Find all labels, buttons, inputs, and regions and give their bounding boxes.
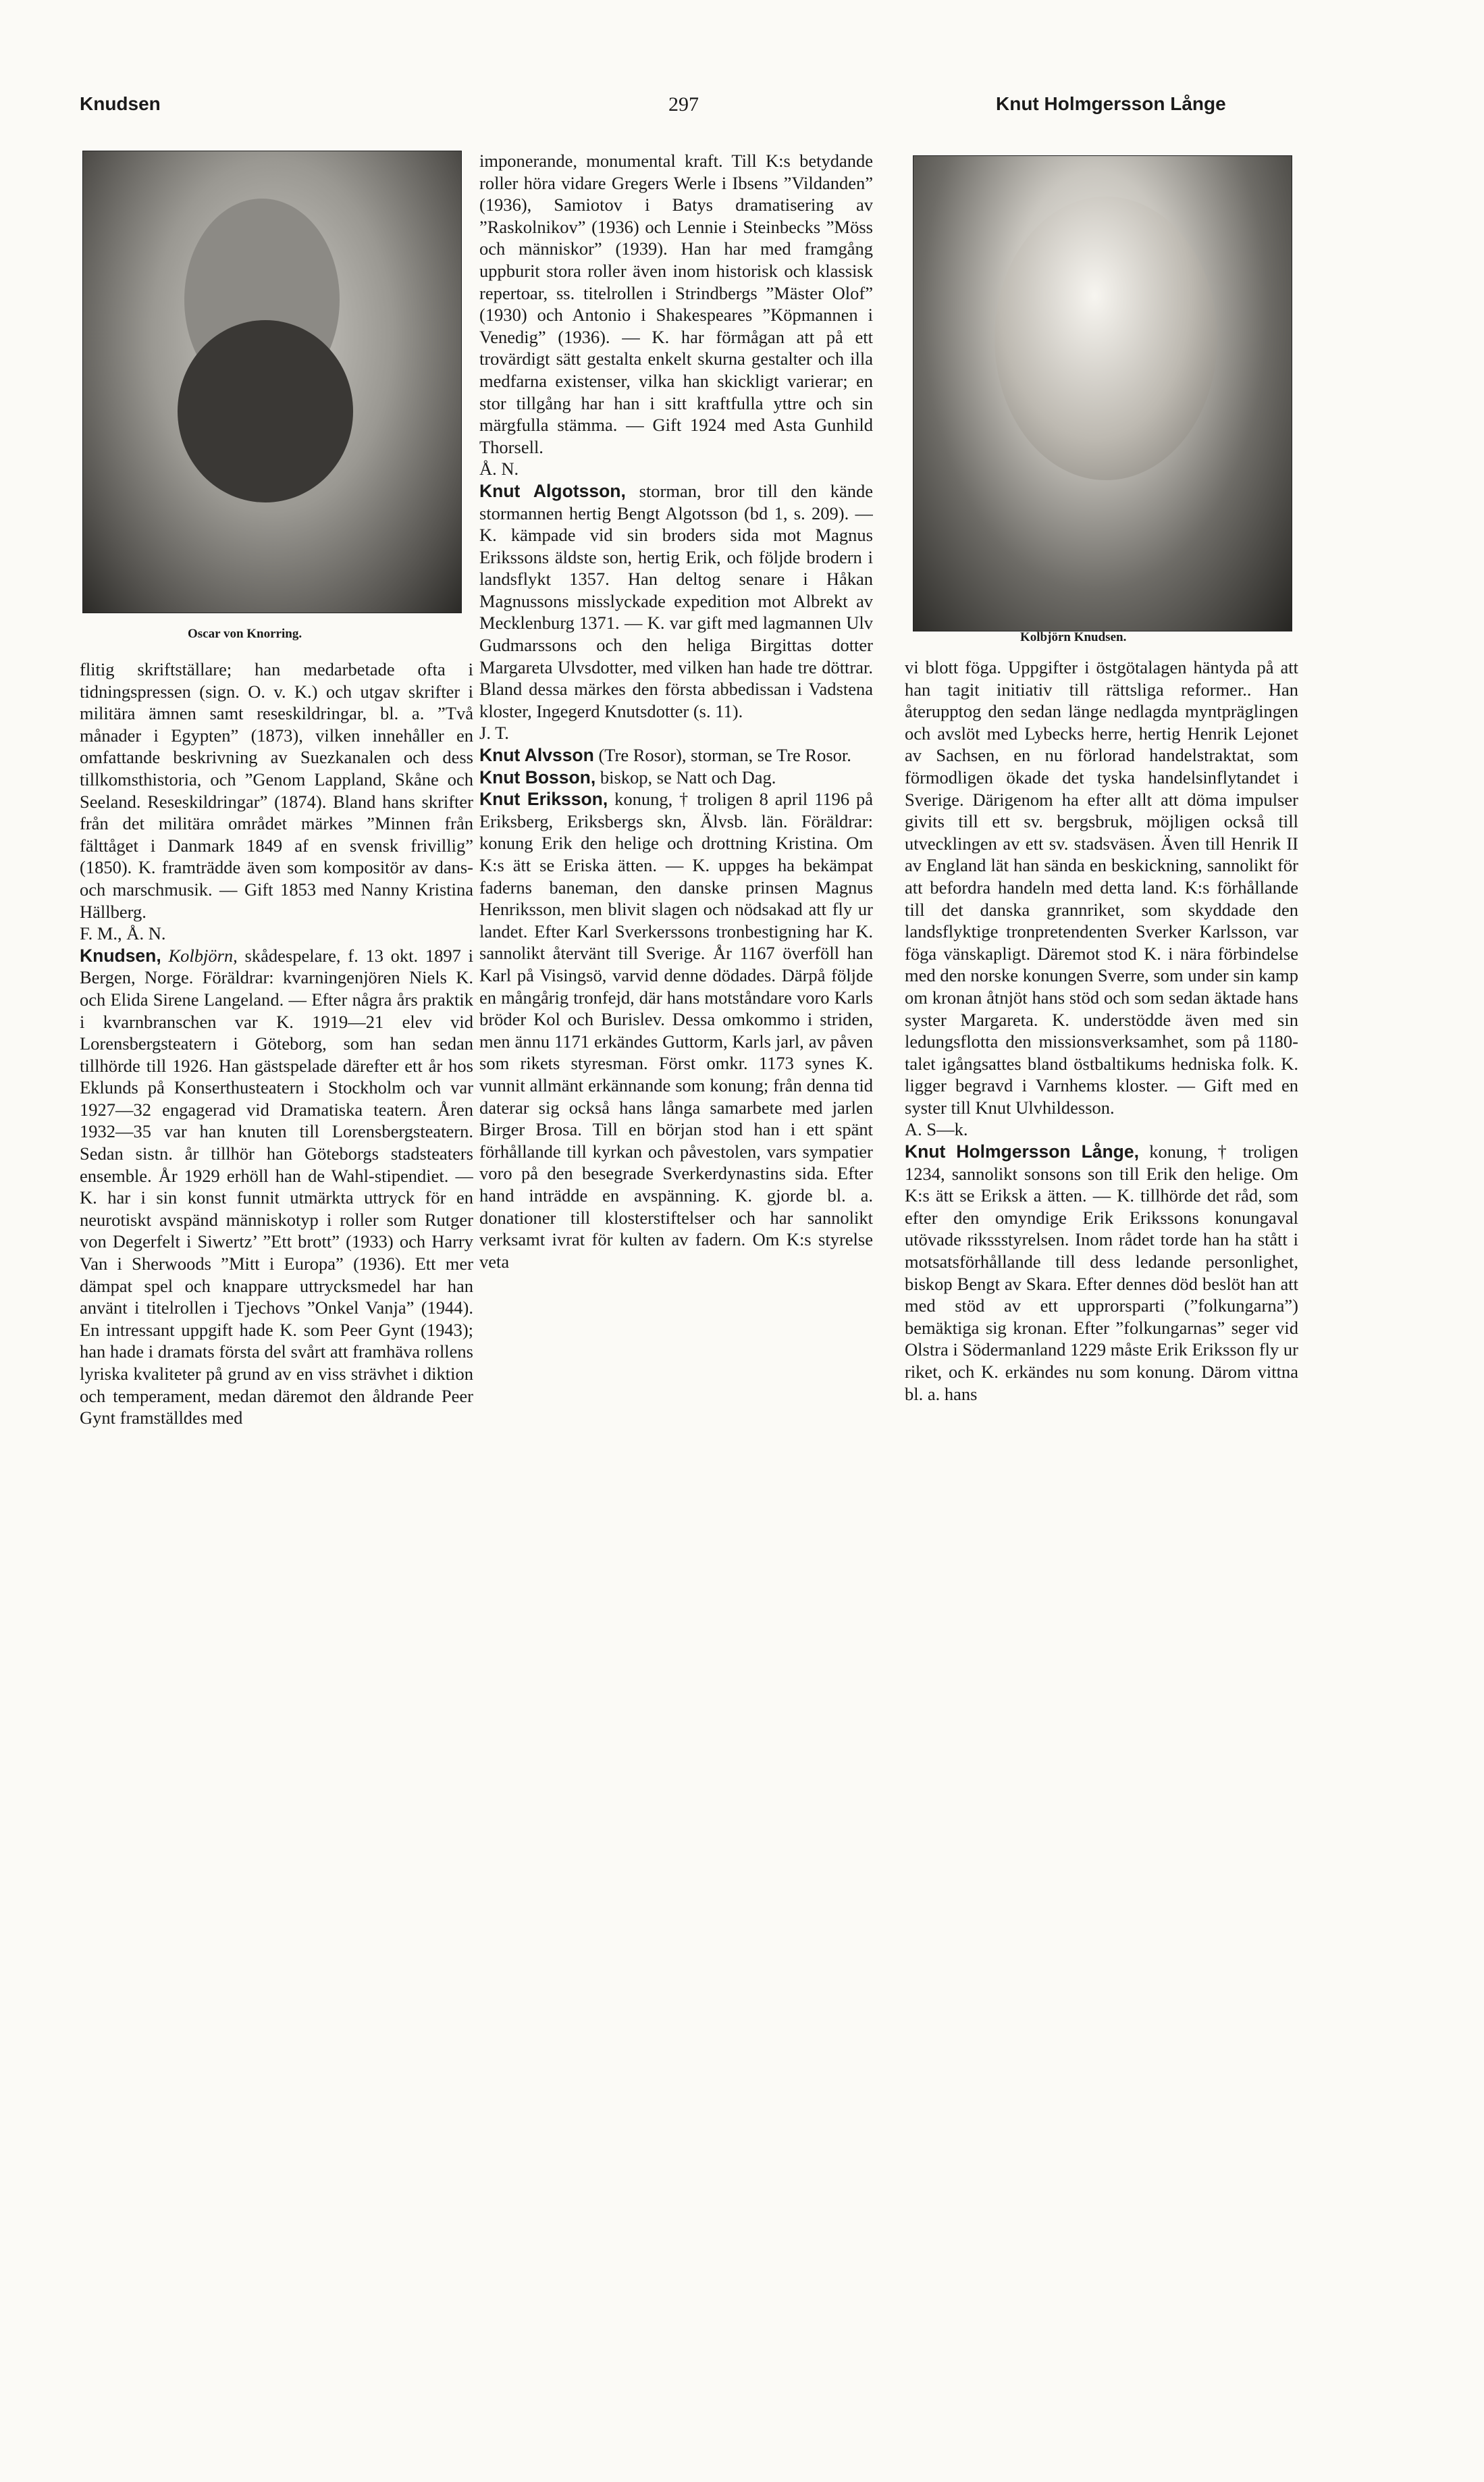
running-head-left: Knudsen xyxy=(80,93,161,114)
entry-text: konung, † troligen 1234, sannolikt sonsons son till Erik den helige. Om K:s ätt se Eriksk a ätten. — K. tillhörde det råd, som efter den omyndige Erik Erikssons konungaval utövade rikssstyrelsen. Inom rådet torde han ha stått i motsatsförhållande till dess ledande personlighet, biskop Bengt av Skara. Efter dennes död beslöt han att med stöd av ett upprorsparti (”folkungarna”) bemäktiga sig kronan. Efter ”folkungarnas” seger vid Olstra i Södermanland 1229 måste Erik Eriksson fly ur riket, och K. erkändes nu som konung. Därom vittna bl. a. hans xyxy=(905,1141,1298,1404)
signature: J. T. xyxy=(479,723,509,744)
entry-text: (Tre Rosor), storman, se Tre Rosor. xyxy=(598,745,851,766)
signature: Å. N. xyxy=(479,459,519,480)
headword: Knut Alvsson xyxy=(479,745,594,766)
entry-knudsen-kolbjorn xyxy=(80,945,473,1429)
entry-knut-bosson xyxy=(479,767,873,789)
text-column-2 xyxy=(479,150,873,1973)
headword: Knudsen, xyxy=(80,945,161,966)
portrait-head-shape xyxy=(995,197,1217,480)
page-number: 297 xyxy=(668,93,699,115)
portrait-photo-knudsen xyxy=(913,155,1292,631)
entry-knut-alvsson xyxy=(479,744,873,767)
headword: Knut Holmgersson Långe, xyxy=(905,1141,1139,1162)
headword: Knut Algotsson, xyxy=(479,480,626,501)
headword: Knut Bosson, xyxy=(479,767,596,787)
signature: F. M., Å. N. xyxy=(80,923,166,944)
entry-knut-eriksson xyxy=(479,788,873,1272)
paragraph: imponerande, monumental kraft. Till K:s betydande roller höra vidare Gregers Werle i Ibsens ”Vildanden” (1936), Samiotov i Batys dramatisering av ”Raskolnikov” (1936) och Lennie i Steinbecks ”Möss och människor” (1939). Han har med framgång uppburit stora roller även inom historisk och klassisk repertoar, ss. titelrollen i Strindbergs ”Mäster Olof” (1930) och Antonio i Shakespeares ”Köpmannen i Venedig” (1936). — K. har förmågan att på ett trovärdigt sätt gestalta enkelt skurna gestalter och illa medfarna existenser, vilka han skickligt varierar; en stor tillgång har han i sitt kraftfulla yttre och sin märgfulla stämma. — Gift 1924 med Asta Gunhild Thorsell. xyxy=(479,151,873,457)
entry-knut-algotsson xyxy=(479,480,873,723)
entry-text: biskop, se Natt och Dag. xyxy=(600,767,776,787)
entry-text: storman, bror till den kände stormannen hertig Bengt Algotsson (bd 1, s. 209). — K. kämpade vid sin broders sida mot Magnus Erikssons äldste son, hertig Erik, och följde brodern i landsflykt 1357. Han deltog senare i Håkan Magnussons misslyckade expedition mot Albrekt av Mecklenburg 1371. — K. var gift med lagmannen Ulv Gudmarssons och den heliga Birgittas dotter Margareta Ulvsdotter, med vilken han hade tre döttrar. Bland dessa märkes den första abbedissan i Vadstena kloster, Ingegerd Knutsdotter (s. 11). xyxy=(479,480,873,721)
entry-knut-holmgersson-lange xyxy=(905,1141,1298,1405)
portrait-photo-knorring xyxy=(82,151,462,613)
running-head-right: Knut Holmgersson Långe xyxy=(996,93,1226,114)
headword: Knut Eriksson, xyxy=(479,789,608,810)
paragraph: flitig skriftställare; han medarbetade ofta i tidningspressen (sign. O. v. K.) och utgav skrifter i militära ämnen samt reseskildringar, bl. a. ”Två månader i Egypten” (1873), vilken innehåller en omfattande beskrivning av Suezkanalen och dess tillkomsthistoria, och ”Genom Lappland, Skåne och Seeland. Reseskildringar” (1874). Bland hans skrifter från det militära området märkes ”Minnen från fälttåget i Danmark 1849 af en svensk frivillig” (1850). K. framträdde även som kompositör av dans- och marschmusik. — Gift 1853 med Nanny Kristina Hällberg. xyxy=(80,659,473,922)
text-column-1 xyxy=(80,658,473,2482)
headword-name: Kolbjörn, xyxy=(168,945,238,966)
entry-text: konung, † troligen 8 april 1196 på Eriksberg, Eriksbergs skn, Älvsb. län. Föräldrar: konung Erik den helige och drottning Kristina. Om K:s ätt se Eriska ätten. — K. uppges ha bekämpat faderns baneman, den danske prinsen Magnus Henriksson, men blivit slagen och nödsakad att fly ur landet. Efter Karl Sverkerssons tronbestigning har K. sannolikt återvänt till Sverige. År 1167 överföll han Karl på Visingsö, varvid denne dödades. Därpå följde en mångårig tronfejd, där hans motståndare voro Karls bröder Kol och Burislev. Dessa omkommo i striden, men ännu 1171 erkändes Guttorm, Karls jarl, av påven som rikets styresman. Först omkr. 1173 synes K. vunnit allmänt erkännande som konung; från denna tid daterar sig också hans långa samarbete med jarlen Birger Brosa. Till en början stod han i ett spänt förhållande till kyrkan och påvestolen, vars sympatier voro på den besegrade Sverkerdynastins sida. Efter hand inträdde en avspänning. K. gjorde bl. a. donationer till klosterstiftelser och har sannolikt verksamt ivrat för kulten av fadern. Om K:s styrelse veta xyxy=(479,789,873,1272)
signature: A. S—k. xyxy=(905,1119,968,1140)
entry-text: skådespelare, f. 13 okt. 1897 i Bergen, Norge. Föräldrar: kvarningenjören Niels K. och Elida Sirene Langeland. — Efter några års praktik i kvarnbranschen var K. 1919—21 elev vid Lorensbergsteatern i Göteborg, som han sedan tillhörde till 1926. Han gästspelade därefter ett år hos Eklunds på Konserthusteatern i Stockholm och var 1927—32 engagerad vid Dramatiska teatern. Åren 1932—35 var han knuten till Lorensbergsteatern. Sedan sistn. år tillhör han Göteborgs stadsteaters ensemble. År 1929 erhöll han de Wahl-stipendiet. — K. har i sin konst funnit utmärkta uttryck för en neurotiskt avspänd människotyp i roller som Rutger von Degerfelt i Siwertz’ ”Ett brott” (1933) och Harry Van i Sherwoods ”Mitt i Europa” (1936). Ett mer dämpat spel och knappare uttrycksmedel har han använt i titelrollen i Tjechovs ”Onkel Vanja” (1944). En intressant uppgift hade K. som Peer Gynt (1943); han hade i dramats första del svårt att framhäva rollens lyriska kvaliteter på grund av en viss strävhet i diktion och temperament, medan däremot den åldrande Peer Gynt framställdes med xyxy=(80,945,473,1428)
photo-caption-left: Oscar von Knorring. xyxy=(188,627,302,641)
photo-caption-right: Kolbjörn Knudsen. xyxy=(1020,630,1127,644)
portrait-beard-shape xyxy=(178,320,353,502)
text-column-3 xyxy=(905,656,1298,2480)
paragraph: vi blott föga. Uppgifter i östgötalagen häntyda på att han tagit initiativ till rättsliga reformer.. Han återupptog den sedan länge nedlagda myntpräglingen och avslöt med Lybecks herre, hertig Henrik Lejonet av Sachsen, en nu förlorad handelstraktat, som förmodligen ökade det tyska handelsinflytandet i Sverige. Därigenom ha efter allt att döma impulser givits till ett sv. bergsbruk, möjligen också till utvecklingen av ett sv. stadsväsen. Även till Henrik II av England lät han sända en beskickning, sannolikt för att befordra handeln med detta land. K:s förhållande till det danska grannriket, som skyddade den landsflyktige tronpretendenten Sverker Karlsson, var föga vänskapligt. Däremot stod K. i nära förbindelse med den norske konungen Sverre, som under sin kamp om kronan åtnjöt hans stöd och som sedan äktade hans syster Margareta. K. understödde även med sin ledungsflotta den missionsverksamhet, som på 1180-talet igångsattes bland östbaltikums hedniska folk. K. ligger begravd i Varnhems kloster. — Gift med en syster till Knut Ulvhildesson. xyxy=(905,657,1298,1118)
